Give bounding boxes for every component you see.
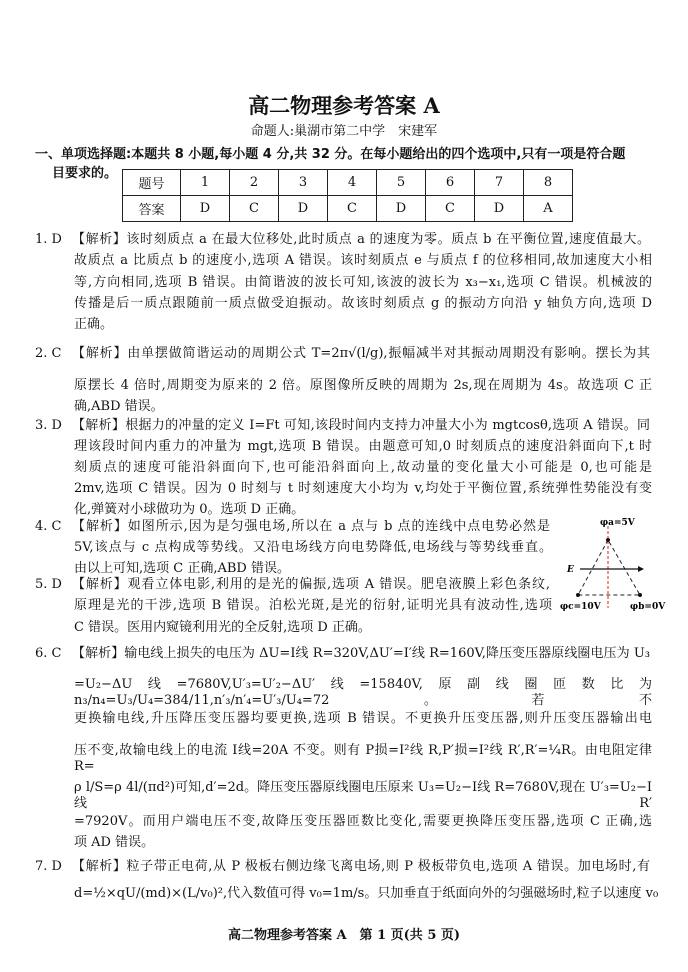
electric-field-diagram: [560, 512, 666, 612]
explanation-line: 传播是后一质点跟随前一质点做受迫振动。故该时刻质点 g 的振动方向沿 y 轴负方向,选项 D: [74, 296, 652, 311]
cell: 5: [377, 170, 426, 196]
cell: 7: [475, 170, 524, 196]
explanation-line: 【解析】由单摆做简谐运动的周期公式 T=2π√(l/g),振幅减半对其振动周期没有影响。摆长为其: [72, 346, 650, 361]
answer-number: 6. C: [35, 646, 62, 661]
explanation-line: 等,方向相同,选项 B 错误。由简谐波的波长可知,该波的波长为 x₃−x₁,选项 C 错误。机械波的: [74, 275, 652, 290]
point-c: [576, 593, 580, 597]
answer-number: 3. D: [35, 418, 62, 433]
answer-number: 4. C: [35, 519, 62, 534]
explanation-line: 【解析】粒子带正电荷,从 P 极板右侧边缘飞离电场,则 P 极板带负电,选项 A 错误。加电场时,有: [72, 859, 650, 874]
explanation-line: 【解析】该时刻质点 a 在最大位移处,此时质点 a 的速度为零。质点 b 在平衡位置,速度值最大。: [72, 232, 650, 247]
explanation-line: 由以上可知,选项 C 正确,ABD 错误。: [74, 561, 290, 576]
author-line: 命题人:巢湖市第二中学 宋建军: [250, 124, 438, 139]
explanation-line: 【解析】根据力的冲量的定义 I=Ft 可知,该段时间内支持力冲量大小为 mgtcosθ,选项 A 错误。同: [72, 418, 650, 433]
row-label: 答案: [123, 196, 181, 222]
answer-number: 1. D: [35, 232, 62, 247]
label-phi-a: φa=5V: [600, 518, 635, 528]
cell: C: [328, 196, 377, 222]
explanation-line: =U₂−ΔU线=7680V,U′₃=U′₂−ΔU′线=15840V,原副线圈匝数比为 n₃/n₄=U₃/U₄=384/11,n′₃/n′₄=U′₃/U₄=72。若不: [74, 677, 652, 708]
explanation-line: 项 AD 错误。: [74, 835, 155, 850]
explanation-line: 正确。: [74, 317, 114, 332]
explanation-line: 压不变,故输电线上的电流 I线=20A 不变。则有 P损=I²线 R,P′损=I²线 R′,R′=¼R。由电阻定律 R=: [74, 743, 652, 774]
point-a: [606, 538, 610, 542]
explanation-line: 确,ABD 错误。: [74, 399, 164, 414]
explanation-line: ρ l/S=ρ 4l/(πd²)可知,d′=2d。降压变压器原线圈电压原来 U₃=U₂−I线 R=7680V,现在 U′₃=U₂−I线 R′: [74, 780, 652, 811]
explanation-line: 【解析】观看立体电影,利用的是光的偏振,选项 A 错误。肥皂液膜上彩色条纹,: [72, 577, 550, 592]
explanation-line: C 错误。医用内窥镜利用光的全反射,选项 D 正确。: [74, 620, 371, 635]
cell: 4: [328, 170, 377, 196]
explanation-line: 化,弹簧对小球做功为 0。选项 D 正确。: [74, 502, 305, 517]
label-phi-b: φb=0V: [630, 602, 666, 612]
cell: A: [524, 196, 573, 222]
cell: D: [181, 196, 230, 222]
arrow-head-icon: [638, 566, 644, 572]
triangle: [578, 540, 640, 595]
page-title: 高二物理参考答案 A: [248, 93, 440, 118]
cell: 3: [279, 170, 328, 196]
cell: 6: [426, 170, 475, 196]
point-b: [638, 593, 642, 597]
table-row: [123, 196, 573, 222]
cell: 1: [181, 170, 230, 196]
section-heading: 一、单项选择题:本题共 8 小题,每小题 4 分,共 32 分。在每小题给出的四个选项中,只有一项是符合题: [35, 147, 626, 162]
explanation-line: 5V,该点与 c 点构成等势线。又沿电场线方向电势降低,电场线与等势线垂直。: [74, 540, 552, 555]
explanation-line: 更换输电线,升压降压变压器均要更换,选项 B 错误。不更换升压变压器,则升压变压器输出电: [74, 711, 652, 726]
cell: C: [426, 196, 475, 222]
row-label: 题号: [123, 170, 181, 196]
page-footer: 高二物理参考答案 A 第 1 页(共 5 页): [227, 928, 461, 943]
section-heading-cont: 目要求的。: [52, 166, 118, 181]
answer-number: 7. D: [35, 859, 62, 874]
explanation-line: 【解析】输电线上损失的电压为 ΔU=I线 R=320V,ΔU′=I′线 R=160V,降压变压器原线圈电压为 U₃: [72, 646, 650, 661]
explanation-line: 理该段时间内重力的冲量为 mgt,选项 B 错误。由题意可知,0 时刻质点的速度沿斜面向下,t 时: [74, 439, 652, 454]
cell: 8: [524, 170, 573, 196]
explanation-line: =7920V。而用户端电压不变,故降压变压器匝数比变化,需要更换降压变压器,选项 C 正确,选: [74, 814, 652, 829]
answer-table: [122, 169, 573, 222]
cell: D: [377, 196, 426, 222]
explanation-line: 故质点 a 比质点 b 的速度小,选项 A 错误。该时刻质点 e 与质点 f 的位移相同,故加速度大小相: [74, 253, 652, 268]
explanation-line: d=½×qU/(md)×(L/v₀)²,代入数值可得 v₀=1m/s。只加垂直于纸面向外的匀强磁场时,粒子以速度 v₀: [74, 886, 659, 901]
answer-number: 2. C: [35, 346, 62, 361]
table-row: [123, 170, 573, 196]
cell: C: [230, 196, 279, 222]
cell: D: [475, 196, 524, 222]
explanation-line: 刻质点的速度可能沿斜面向下,也可能沿斜面向上,故动量的变化量大小可能是 0,也可能是: [74, 460, 652, 475]
cell: 2: [230, 170, 279, 196]
label-e: E: [567, 565, 574, 575]
answer-number: 5. D: [35, 577, 62, 592]
explanation-line: 2mv,选项 C 错误。因为 0 时刻与 t 时刻速度大小均为 v,均处于平衡位置,系统弹性势能没有变: [74, 481, 652, 496]
cell: D: [279, 196, 328, 222]
explanation-line: 【解析】如图所示,因为是匀强电场,所以在 a 点与 b 点的连线中点电势必然是: [72, 519, 550, 534]
explanation-line: 原理是光的干涉,选项 B 错误。泊松光斑,是光的衍射,证明光具有波动性,选项: [74, 598, 552, 613]
label-phi-c: φc=10V: [560, 602, 601, 612]
explanation-line: 原摆长 4 倍时,周期变为原来的 2 倍。原图像所反映的周期为 2s,现在周期为 4s。故选项 C 正: [74, 378, 652, 393]
